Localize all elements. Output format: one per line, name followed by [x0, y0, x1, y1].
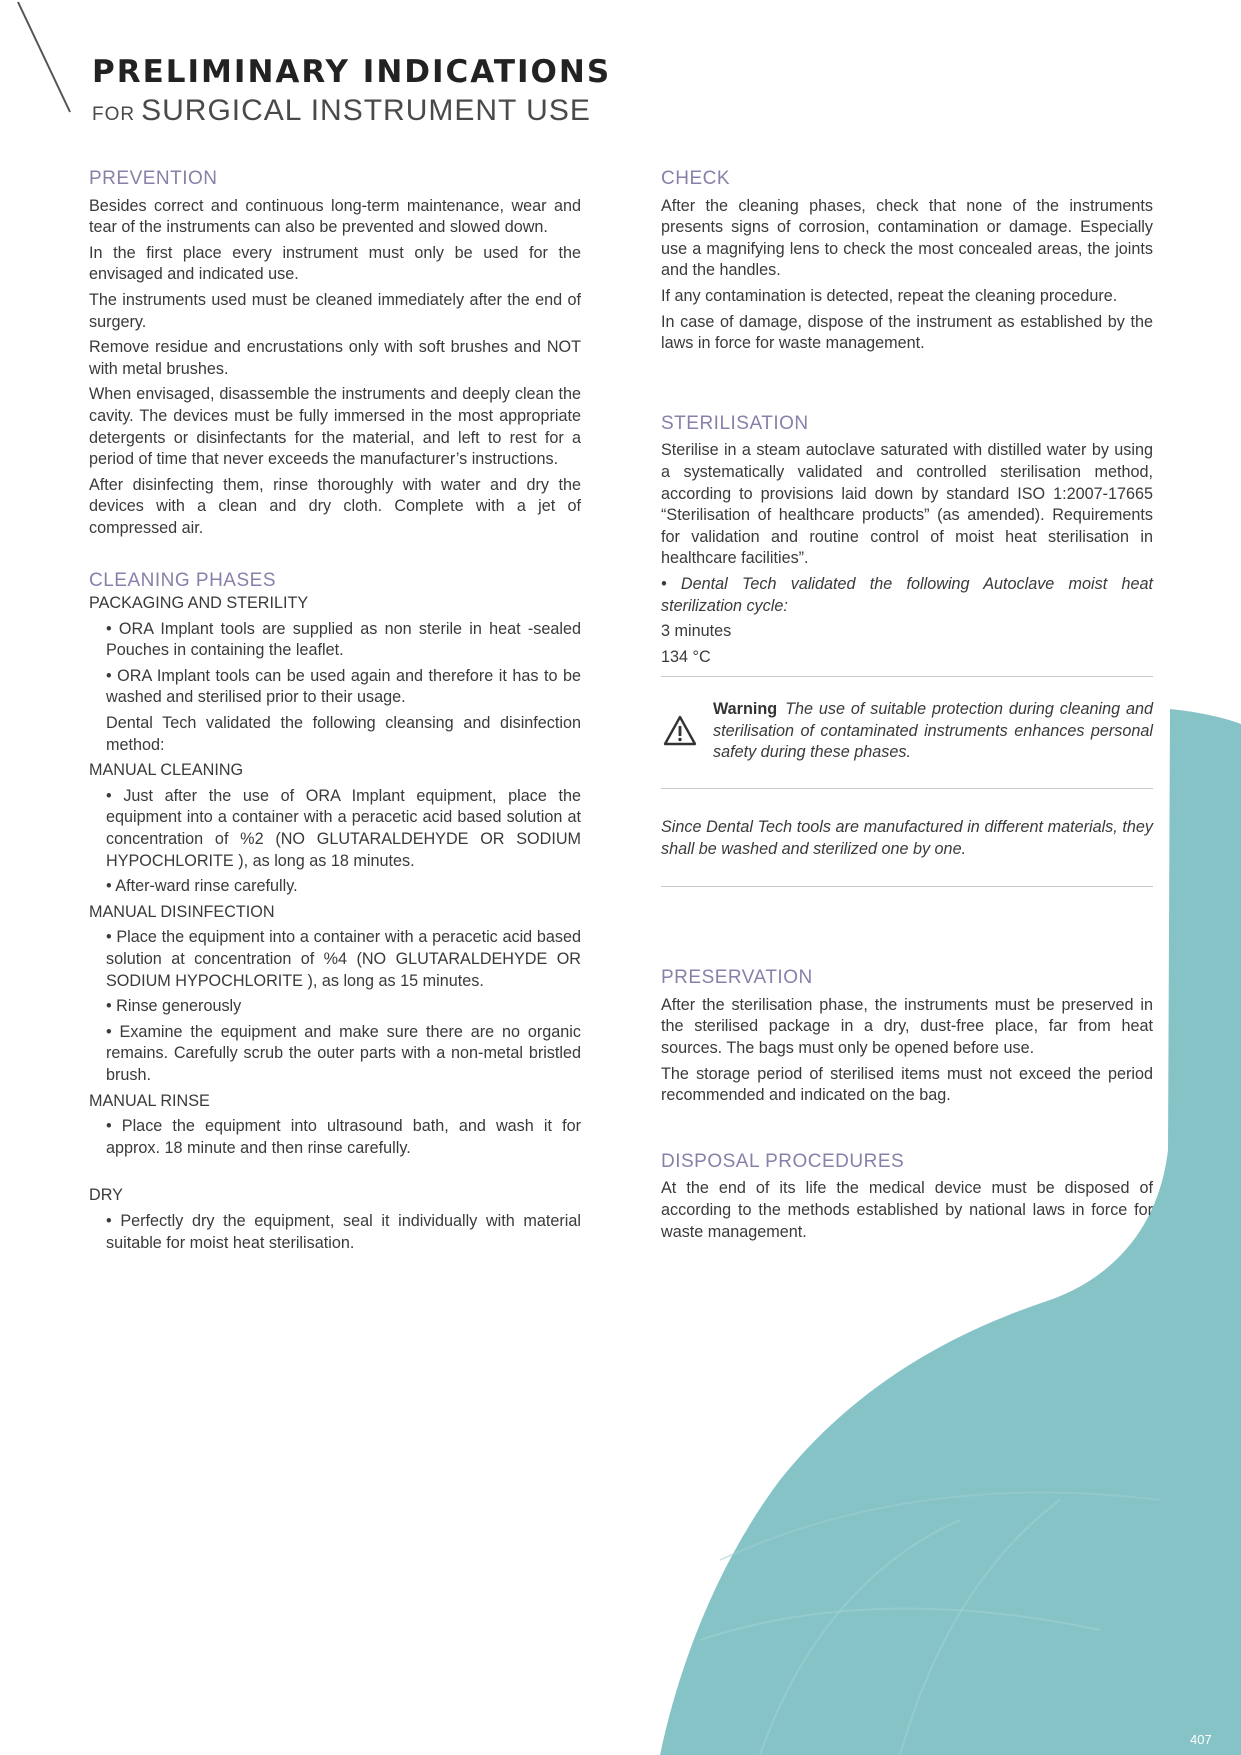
disposal-section [661, 1151, 1153, 1243]
divider [661, 886, 1153, 887]
title-sub-large: SURGICAL INSTRUMENT USE [141, 94, 591, 127]
check-paragraph: In case of damage, dispose of the instrument as established by the laws in force for waste management. [661, 312, 1153, 353]
validation-note: Dental Tech validated the following cleansing and disinfection method: [106, 714, 581, 754]
prevention-paragraph: After disinfecting them, rinse thoroughly with water and dry the devices with a clean and dry cloth. Complete with a jet of compressed air. [89, 475, 581, 537]
preservation-paragraph: The storage period of sterilised items must not exceed the period recommended and indicated on the bag. [661, 1064, 1153, 1105]
warning-text [713, 699, 1153, 764]
manual-cleaning-bullet: • Just after the use of ORA Implant equipment, place the equipment into a container with a peracetic acid based solution at concentration of %2 (NO GLUTARALDEHYDE OR SODIUM HYPOCHLORITE ), as long as 18 minutes. [106, 786, 581, 870]
manual-rinse-bullet: • Place the equipment into ultrasound bath, and wash it for approx. 18 minute and then rinse carefully. [106, 1117, 581, 1157]
check-paragraph: After the cleaning phases, check that none of the instruments presents signs of corrosion, contamination or damage. Especially use a magnifying lens to check the most concealed areas, the joints and the handles. [661, 196, 1153, 280]
check-paragraph: If any contamination is detected, repeat the cleaning procedure. [661, 286, 1118, 305]
prevention-paragraph: When envisaged, disassemble the instruments and deeply clean the cavity. The devices must be fully immersed in the most appropriate detergents or disinfectants for the material, and left to rest for a period of time that never exceeds the manufacturer’s instructions. [89, 385, 581, 469]
disposal-paragraph: At the end of its life the medical device must be disposed of according to the methods established by national laws in force for waste management. [661, 1179, 1153, 1241]
packaging-bullet: • ORA Implant tools are supplied as non sterile in heat -sealed Pouches in containing the leaflet. [106, 619, 581, 660]
prevention-section [89, 168, 581, 540]
right-column [661, 168, 1153, 1247]
prevention-heading: PREVENTION [89, 168, 218, 189]
manual-disinfection-bullet: • Rinse generously [106, 997, 242, 1016]
sterilisation-paragraph: Sterilise in a steam autoclave saturated with distilled water by using a systematically validated and controlled sterilisation method, according to provisions laid down by standard ISO 1:2007-17665 “Sterilisation of healthcare products” (as amended). Requirements for validation and routine control of moist heat sterilisation in healthcare facilities”. [661, 441, 1153, 568]
disposal-heading: DISPOSAL PROCEDURES [661, 1150, 905, 1172]
check-section [661, 168, 1153, 355]
divider [661, 676, 1153, 677]
title-main: PRELIMINARY INDICATIONS [92, 54, 612, 90]
dry-bullet: • Perfectly dry the equipment, seal it individually with material suitable for moist heat sterilisation. [106, 1211, 581, 1252]
title-sub [92, 94, 611, 128]
dry-title: DRY [89, 1186, 123, 1205]
manual-disinfection-bullet: • Examine the equipment and make sure there are no organic remains. Carefully scrub the outer parts with a non-metal bristled brush. [106, 1022, 581, 1084]
materials-note: Since Dental Tech tools are manufactured in different materials, they shall be washed and sterilized one by one. [661, 818, 1153, 858]
manual-rinse-title: MANUAL RINSE [89, 1091, 210, 1110]
preservation-section [661, 967, 1153, 1107]
sterilisation-temperature: 134 °C [661, 647, 711, 666]
sterilisation-time: 3 minutes [661, 622, 732, 641]
warning-body: The use of suitable protection during cleaning and sterilisation of contaminated instruments enhances personal safety during these phases. [713, 700, 1153, 762]
warning-label: Warning [713, 700, 778, 719]
prevention-paragraph: Besides correct and continuous long-term maintenance, wear and tear of the instruments can also be prevented and slowed down. [89, 196, 581, 237]
title-sub-small: FOR [92, 104, 136, 125]
warning-triangle-icon [663, 715, 697, 747]
sterilisation-section [661, 413, 1153, 669]
sterilisation-heading: STERILISATION [661, 412, 809, 434]
preservation-heading: PRESERVATION [661, 967, 813, 989]
page-title [92, 54, 611, 128]
cleaning-phases-heading: CLEANING PHASES [89, 569, 276, 591]
preservation-paragraph: After the sterilisation phase, the instruments must be preserved in the sterilised package in a dry, dust-free place, far from heat sources. The bags must only be opened before use. [661, 995, 1153, 1058]
check-heading: CHECK [661, 168, 731, 189]
sterilisation-cycle-note: • Dental Tech validated the following Autoclave moist heat sterilization cycle: [661, 574, 1153, 615]
manual-disinfection-title: MANUAL DISINFECTION [89, 902, 275, 921]
prevention-paragraph: The instruments used must be cleaned immediately after the end of surgery. [89, 290, 581, 331]
warning-box [661, 699, 1153, 764]
page-number: 407 [1190, 1732, 1212, 1747]
manual-cleaning-bullet: • After-ward rinse carefully. [106, 877, 298, 896]
prevention-paragraph: Remove residue and encrustations only with soft brushes and NOT with metal brushes. [89, 338, 581, 378]
cleaning-phases-section [89, 570, 581, 1255]
packaging-sterility-title: PACKAGING AND STERILITY [89, 594, 309, 613]
divider [661, 788, 1153, 789]
packaging-bullet: • ORA Implant tools can be used again and therefore it has to be washed and sterilised prior to their usage. [106, 666, 581, 707]
prevention-paragraph: In the first place every instrument must only be used for the envisaged and indicated use. [89, 243, 581, 284]
manual-cleaning-title: MANUAL CLEANING [89, 761, 244, 780]
left-column [89, 168, 581, 1258]
manual-disinfection-bullet: • Place the equipment into a container with a peracetic acid based solution at concentration of %4 (NO GLUTARALDEHYDE OR SODIUM HYPOCHLORITE ), as long as 15 minutes. [106, 928, 581, 990]
